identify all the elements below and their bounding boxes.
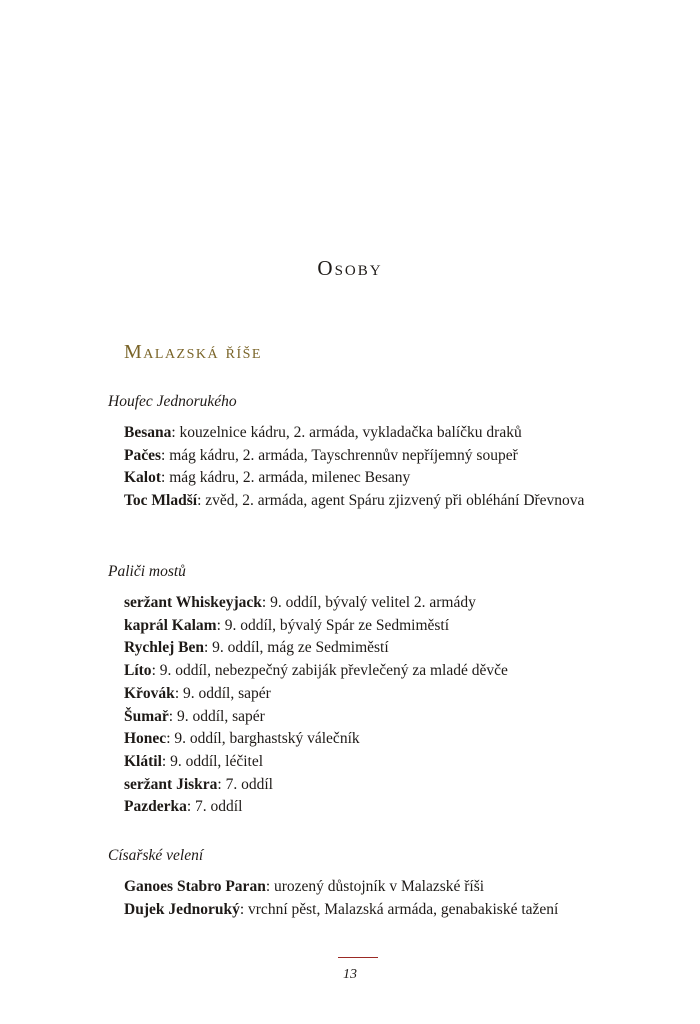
character-entry <box>108 728 608 751</box>
character-entry <box>108 796 608 819</box>
group-cisarske-veleni <box>108 845 608 921</box>
character-description: : 9. oddíl, léčitel <box>161 752 264 770</box>
character-entry <box>108 683 608 706</box>
character-entry <box>108 592 608 615</box>
character-name: Křovák <box>124 684 175 702</box>
character-name: seržant Whiskeyjack <box>124 594 262 611</box>
character-entry <box>108 490 608 513</box>
character-description: : kouzelnice kádru, 2. armáda, vykladačka balíčku draků <box>171 424 522 441</box>
character-description: : urozený důstojník v Malazské říši <box>265 878 485 895</box>
group-heading: Císařské velení <box>108 847 204 864</box>
character-name: Rychlej Ben <box>124 639 204 657</box>
character-entry <box>108 660 608 683</box>
character-name: Klátil <box>124 752 162 770</box>
character-description: : mág kádru, 2. armáda, Tayschrennův nepříjemný soupeř <box>161 446 518 464</box>
character-description: : 9. oddíl, bývalý velitel 2. armády <box>261 594 476 611</box>
character-description: : 9. oddíl, mág ze Sedmiměstí <box>203 639 389 657</box>
character-description: : 9. oddíl, sapér <box>168 707 265 725</box>
character-entry <box>108 876 608 899</box>
character-name: Pačes <box>124 446 162 464</box>
character-name: Ganoes Stabro Paran <box>124 878 266 895</box>
character-name: Líto <box>124 662 152 680</box>
character-name: kaprál Kalam <box>124 616 217 634</box>
character-entry <box>108 445 608 468</box>
character-description: : 7. oddíl <box>217 775 273 793</box>
character-name: Dujek Jednoruký <box>124 900 240 918</box>
character-name: Honec <box>124 730 167 748</box>
group-heading: Houfec Jednorukého <box>108 393 237 410</box>
group-houfec-jednoruky <box>108 391 608 513</box>
group-palici-mostu <box>108 561 608 819</box>
character-description: : 9. oddíl, barghastský válečník <box>166 730 360 748</box>
character-name: Kalot <box>124 469 162 487</box>
page-title: Osoby <box>317 256 383 280</box>
character-entry <box>108 422 608 445</box>
character-entry <box>108 706 608 729</box>
section-title: Malazská říše <box>124 341 262 363</box>
character-description: : mág kádru, 2. armáda, milenec Besany <box>161 469 411 487</box>
group-heading: Paliči mostů <box>108 563 186 580</box>
character-name: Šumař <box>124 707 169 725</box>
character-entry <box>108 774 608 797</box>
page-number: 13 <box>343 967 357 982</box>
character-entry <box>108 899 608 922</box>
character-description: : 7. oddíl <box>186 798 243 816</box>
character-name: seržant Jiskra <box>124 775 218 793</box>
character-name: Toc Mladší <box>124 492 198 510</box>
character-entry <box>108 751 608 774</box>
character-entry <box>108 615 608 638</box>
character-entry <box>108 637 608 660</box>
character-description: : zvěd, 2. armáda, agent Spáru zjizvený při obléhání Dřevnova <box>197 492 585 510</box>
character-entry <box>108 467 608 490</box>
character-description: : 9. oddíl, sapér <box>174 684 271 702</box>
character-description: : vrchní pěst, Malazská armáda, genabakiské tažení <box>239 900 559 918</box>
character-description: : 9. oddíl, nebezpečný zabiják převlečený za mladé děvče <box>151 662 508 680</box>
character-description: : 9. oddíl, bývalý Spár ze Sedmiměstí <box>216 616 450 634</box>
footer-divider <box>338 957 378 958</box>
character-name: Besana <box>124 424 172 441</box>
character-name: Pazderka <box>124 798 187 816</box>
